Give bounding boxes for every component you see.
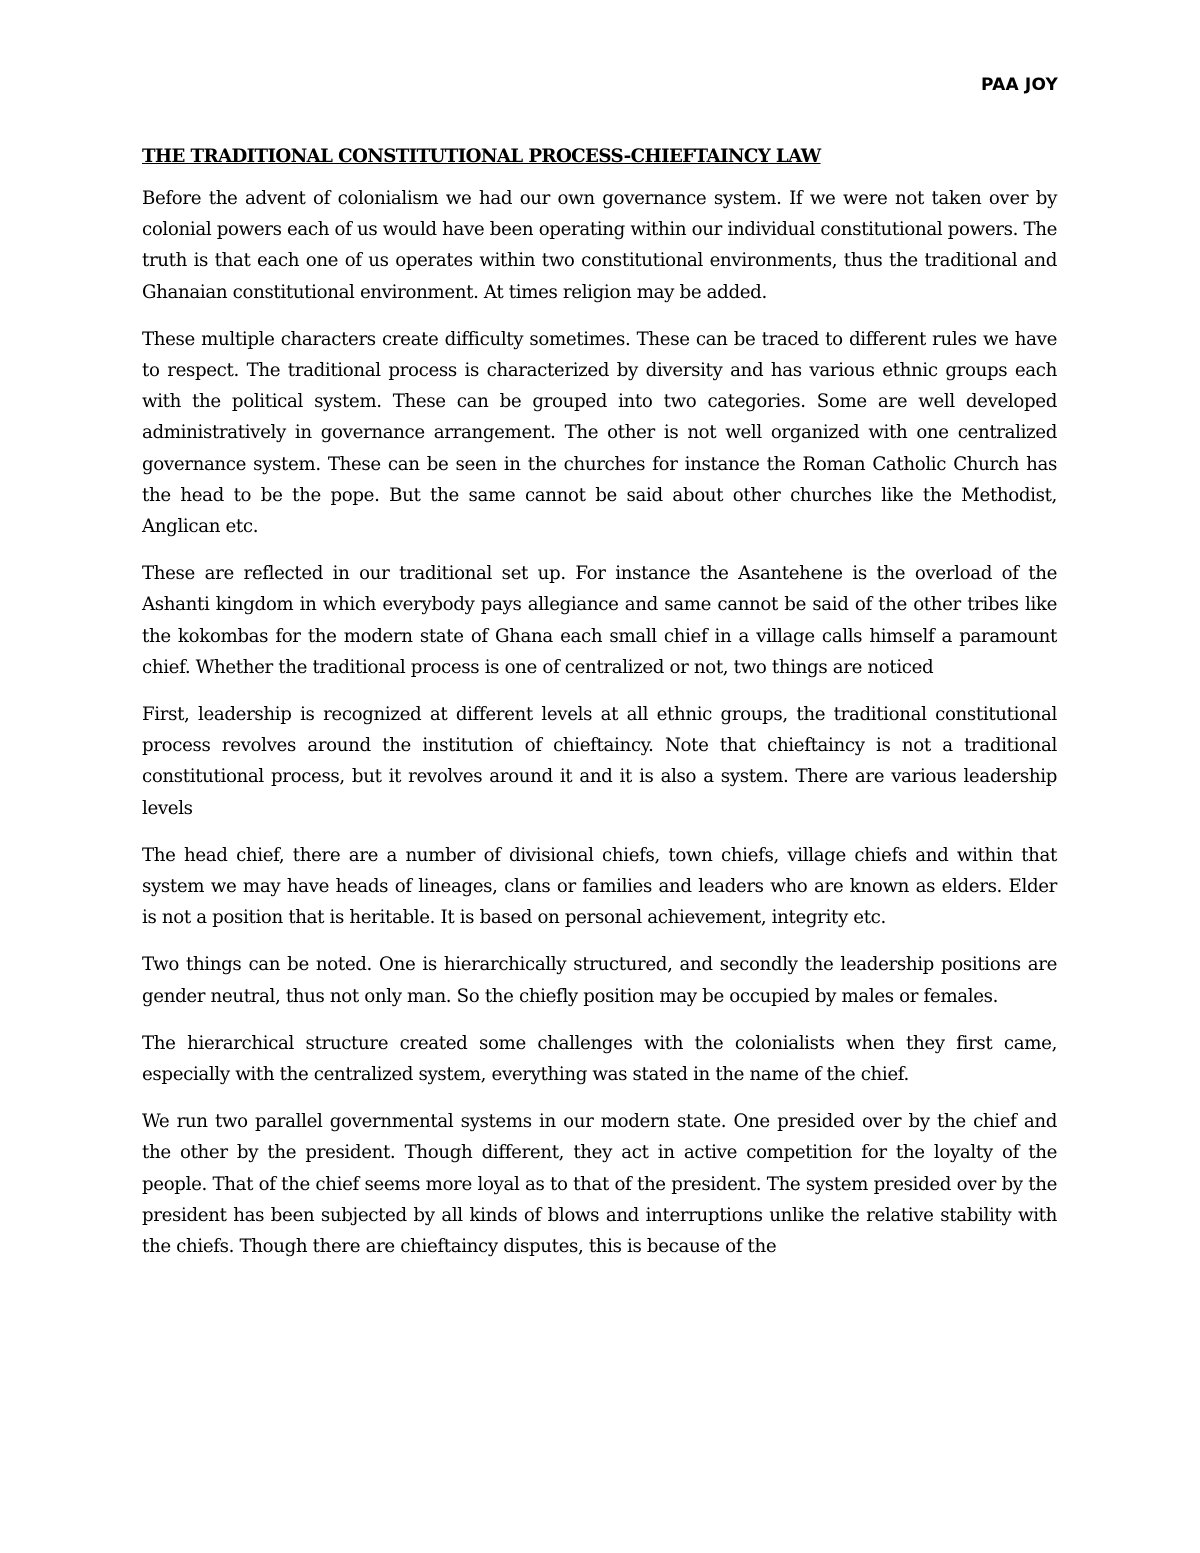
document-body	[142, 146, 1057, 1262]
paragraph: These are reflected in our traditional set up. For instance the Asantehene is the overload of the Ashanti kingdom in which everybody pays allegiance and same cannot be said of the other tribes like the kokombas for the modern state of Ghana each small chief in a village calls himself a paramount chief. Whether the traditional process is one of centralized or not, two things are noticed	[142, 563, 1057, 678]
paragraph: Two things can be noted. One is hierarchically structured, and secondly the leadership positions are gender neutral, thus not only man. So the chiefly position may be occupied by males or females.	[142, 954, 1057, 1007]
paragraph: Before the advent of colonialism we had our own governance system. If we were not taken over by colonial powers each of us would have been operating within our individual constitutional powers. The truth is that each one of us operates within two constitutional environments, thus the traditional and Ghanaian constitutional environment. At times religion may be added.	[142, 188, 1057, 303]
paragraph: We run two parallel governmental systems in our modern state. One presided over by the chief and the other by the president. Though different, they act in active competition for the loyalty of the people. That of the chief seems more loyal as to that of the president. The system presided over by the president has been subjected by all kinds of blows and interruptions unlike the relative stability with the chiefs. Though there are chieftaincy disputes, this is because of the	[142, 1111, 1057, 1258]
paragraph: These multiple characters create difficulty sometimes. These can be traced to different rules we have to respect. The traditional process is characterized by diversity and has various ethnic groups each with the political system. These can be grouped into two categories. Some are well developed administratively in governance arrangement. The other is not well organized with one centralized governance system. These can be seen in the churches for instance the Roman Catholic Church has the head to be the pope. But the same cannot be said about other churches like the Methodist, Anglican etc.	[142, 328, 1057, 538]
document-title: THE TRADITIONAL CONSTITUTIONAL PROCESS-CHIEFTAINCY LAW	[142, 146, 821, 167]
paragraph: The head chief, there are a number of divisional chiefs, town chiefs, village chiefs and within that system we may have heads of lineages, clans or families and leaders who are known as elders. Elder is not a position that is heritable. It is based on personal achievement, integrity etc.	[142, 844, 1057, 929]
paragraph: The hierarchical structure created some challenges with the colonialists when they first came, especially with the centralized system, everything was stated in the name of the chief.	[142, 1032, 1057, 1086]
paragraph: First, leadership is recognized at different levels at all ethnic groups, the traditional constitutional process revolves around the institution of chieftaincy. Note that chieftaincy is not a traditional constitutional process, but it revolves around it and it is also a system. There are various leadership levels	[142, 704, 1057, 819]
page-header-author: PAA JOY	[980, 75, 1058, 95]
